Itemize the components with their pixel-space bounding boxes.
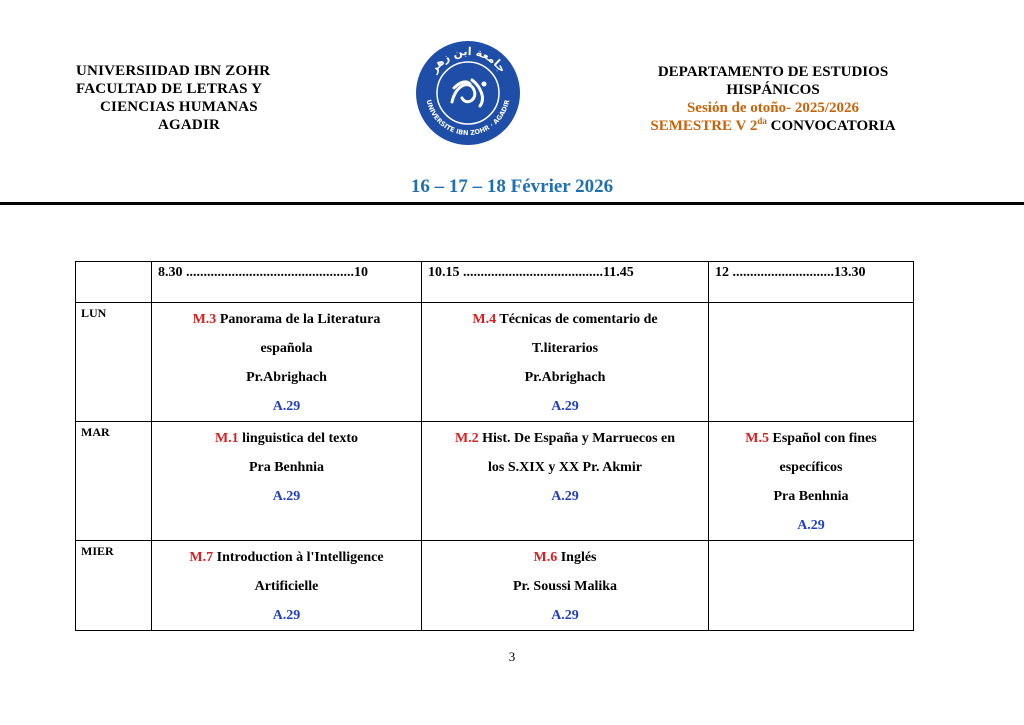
- department-header: [610, 63, 936, 135]
- room: A.29: [797, 518, 825, 533]
- faculty-name-line2: CIENCIAS HUMANAS: [100, 99, 258, 115]
- logo-french-text: UNIVERSITE IBN ZOHR · AGADIR: [424, 98, 512, 138]
- module-title: Introduction à l'Intelligence: [213, 550, 384, 565]
- day-label: MIER: [76, 541, 152, 631]
- session-label: Sesión de otoño- 2025/2026: [686, 100, 860, 116]
- module-title: linguistica del texto: [238, 431, 359, 446]
- table-row: [76, 303, 914, 422]
- professor: Pra Benhnia: [773, 489, 849, 504]
- module-title: Técnicas de comentario de: [496, 312, 658, 327]
- module-code: M.7: [189, 550, 214, 565]
- room: A.29: [272, 608, 301, 623]
- module-title: Español con fines: [768, 431, 877, 446]
- time-header-row: [76, 262, 914, 303]
- department-line2: HISPÁNICOS: [726, 82, 820, 98]
- exam-cell: [422, 422, 709, 541]
- room: A.29: [272, 489, 301, 504]
- room: A.29: [551, 608, 579, 623]
- day-label: LUN: [76, 303, 152, 422]
- logo-arabic-text: جامعة ابن زهر: [427, 44, 509, 76]
- module-title-cont: los S.XIX y XX Pr. Akmir: [488, 460, 642, 475]
- empty-cell: [709, 303, 914, 422]
- module-code: M.6: [533, 550, 558, 565]
- module-title-cont: Artificielle: [254, 579, 319, 594]
- module-title-cont: específicos: [779, 460, 843, 475]
- time-slot-2: 10.15 ........................................11.45: [422, 262, 709, 303]
- module-code: M.4: [472, 312, 497, 327]
- page-number: 3: [508, 649, 516, 664]
- module-title-cont: española: [260, 341, 313, 356]
- department-line1: DEPARTAMENTO DE ESTUDIOS: [657, 64, 889, 80]
- exam-cell: [152, 303, 422, 422]
- module-code: M.2: [454, 431, 479, 446]
- module-title-cont: T.literarios: [531, 341, 599, 356]
- exam-cell: [152, 422, 422, 541]
- exam-dates-title: 16 – 17 – 18 Février 2026: [410, 176, 614, 197]
- module-title: Inglés: [557, 550, 597, 565]
- module-title: Hist. De España y Marruecos en: [478, 431, 676, 446]
- module-code: M.5: [745, 431, 769, 446]
- module-code: M.1: [214, 431, 239, 446]
- time-slot-3: 12 .............................13.30: [709, 262, 914, 303]
- university-logo: [414, 40, 522, 146]
- semester-line: [610, 117, 936, 135]
- professor: Pra Benhnia: [248, 460, 325, 475]
- semester-label: SEMESTRE V 2: [650, 118, 758, 134]
- module-code: M.3: [192, 312, 217, 327]
- table-row: [76, 541, 914, 631]
- professor: Pr.Abrighach: [524, 370, 606, 385]
- time-slot-1: 8.30 ................................................10: [152, 262, 422, 303]
- module-title: Panorama de la Literatura: [216, 312, 381, 327]
- exam-cell: [709, 422, 914, 541]
- header-divider: [0, 202, 1024, 205]
- room: A.29: [551, 489, 579, 504]
- professor: Pr.Abrighach: [246, 370, 327, 385]
- university-name: UNIVERSIIDAD IBN ZOHR: [76, 63, 271, 79]
- empty-cell: [709, 541, 914, 631]
- room: A.29: [551, 399, 579, 414]
- room: A.29: [272, 399, 301, 414]
- professor: Pr. Soussi Malika: [512, 579, 618, 594]
- faculty-name-line1: FACULTAD DE LETRAS Y: [76, 81, 263, 97]
- exam-cell: [422, 303, 709, 422]
- semester-sup: da: [757, 116, 767, 126]
- day-label: MAR: [76, 422, 152, 541]
- exam-cell: [152, 541, 422, 631]
- convocatoria-label: CONVOCATORIA: [766, 118, 896, 134]
- university-header: [76, 62, 326, 134]
- table-row: [76, 422, 914, 541]
- exam-cell: [422, 541, 709, 631]
- city-name: AGADIR: [158, 117, 221, 133]
- exam-schedule-table: [75, 261, 914, 631]
- corner-cell: [76, 262, 152, 303]
